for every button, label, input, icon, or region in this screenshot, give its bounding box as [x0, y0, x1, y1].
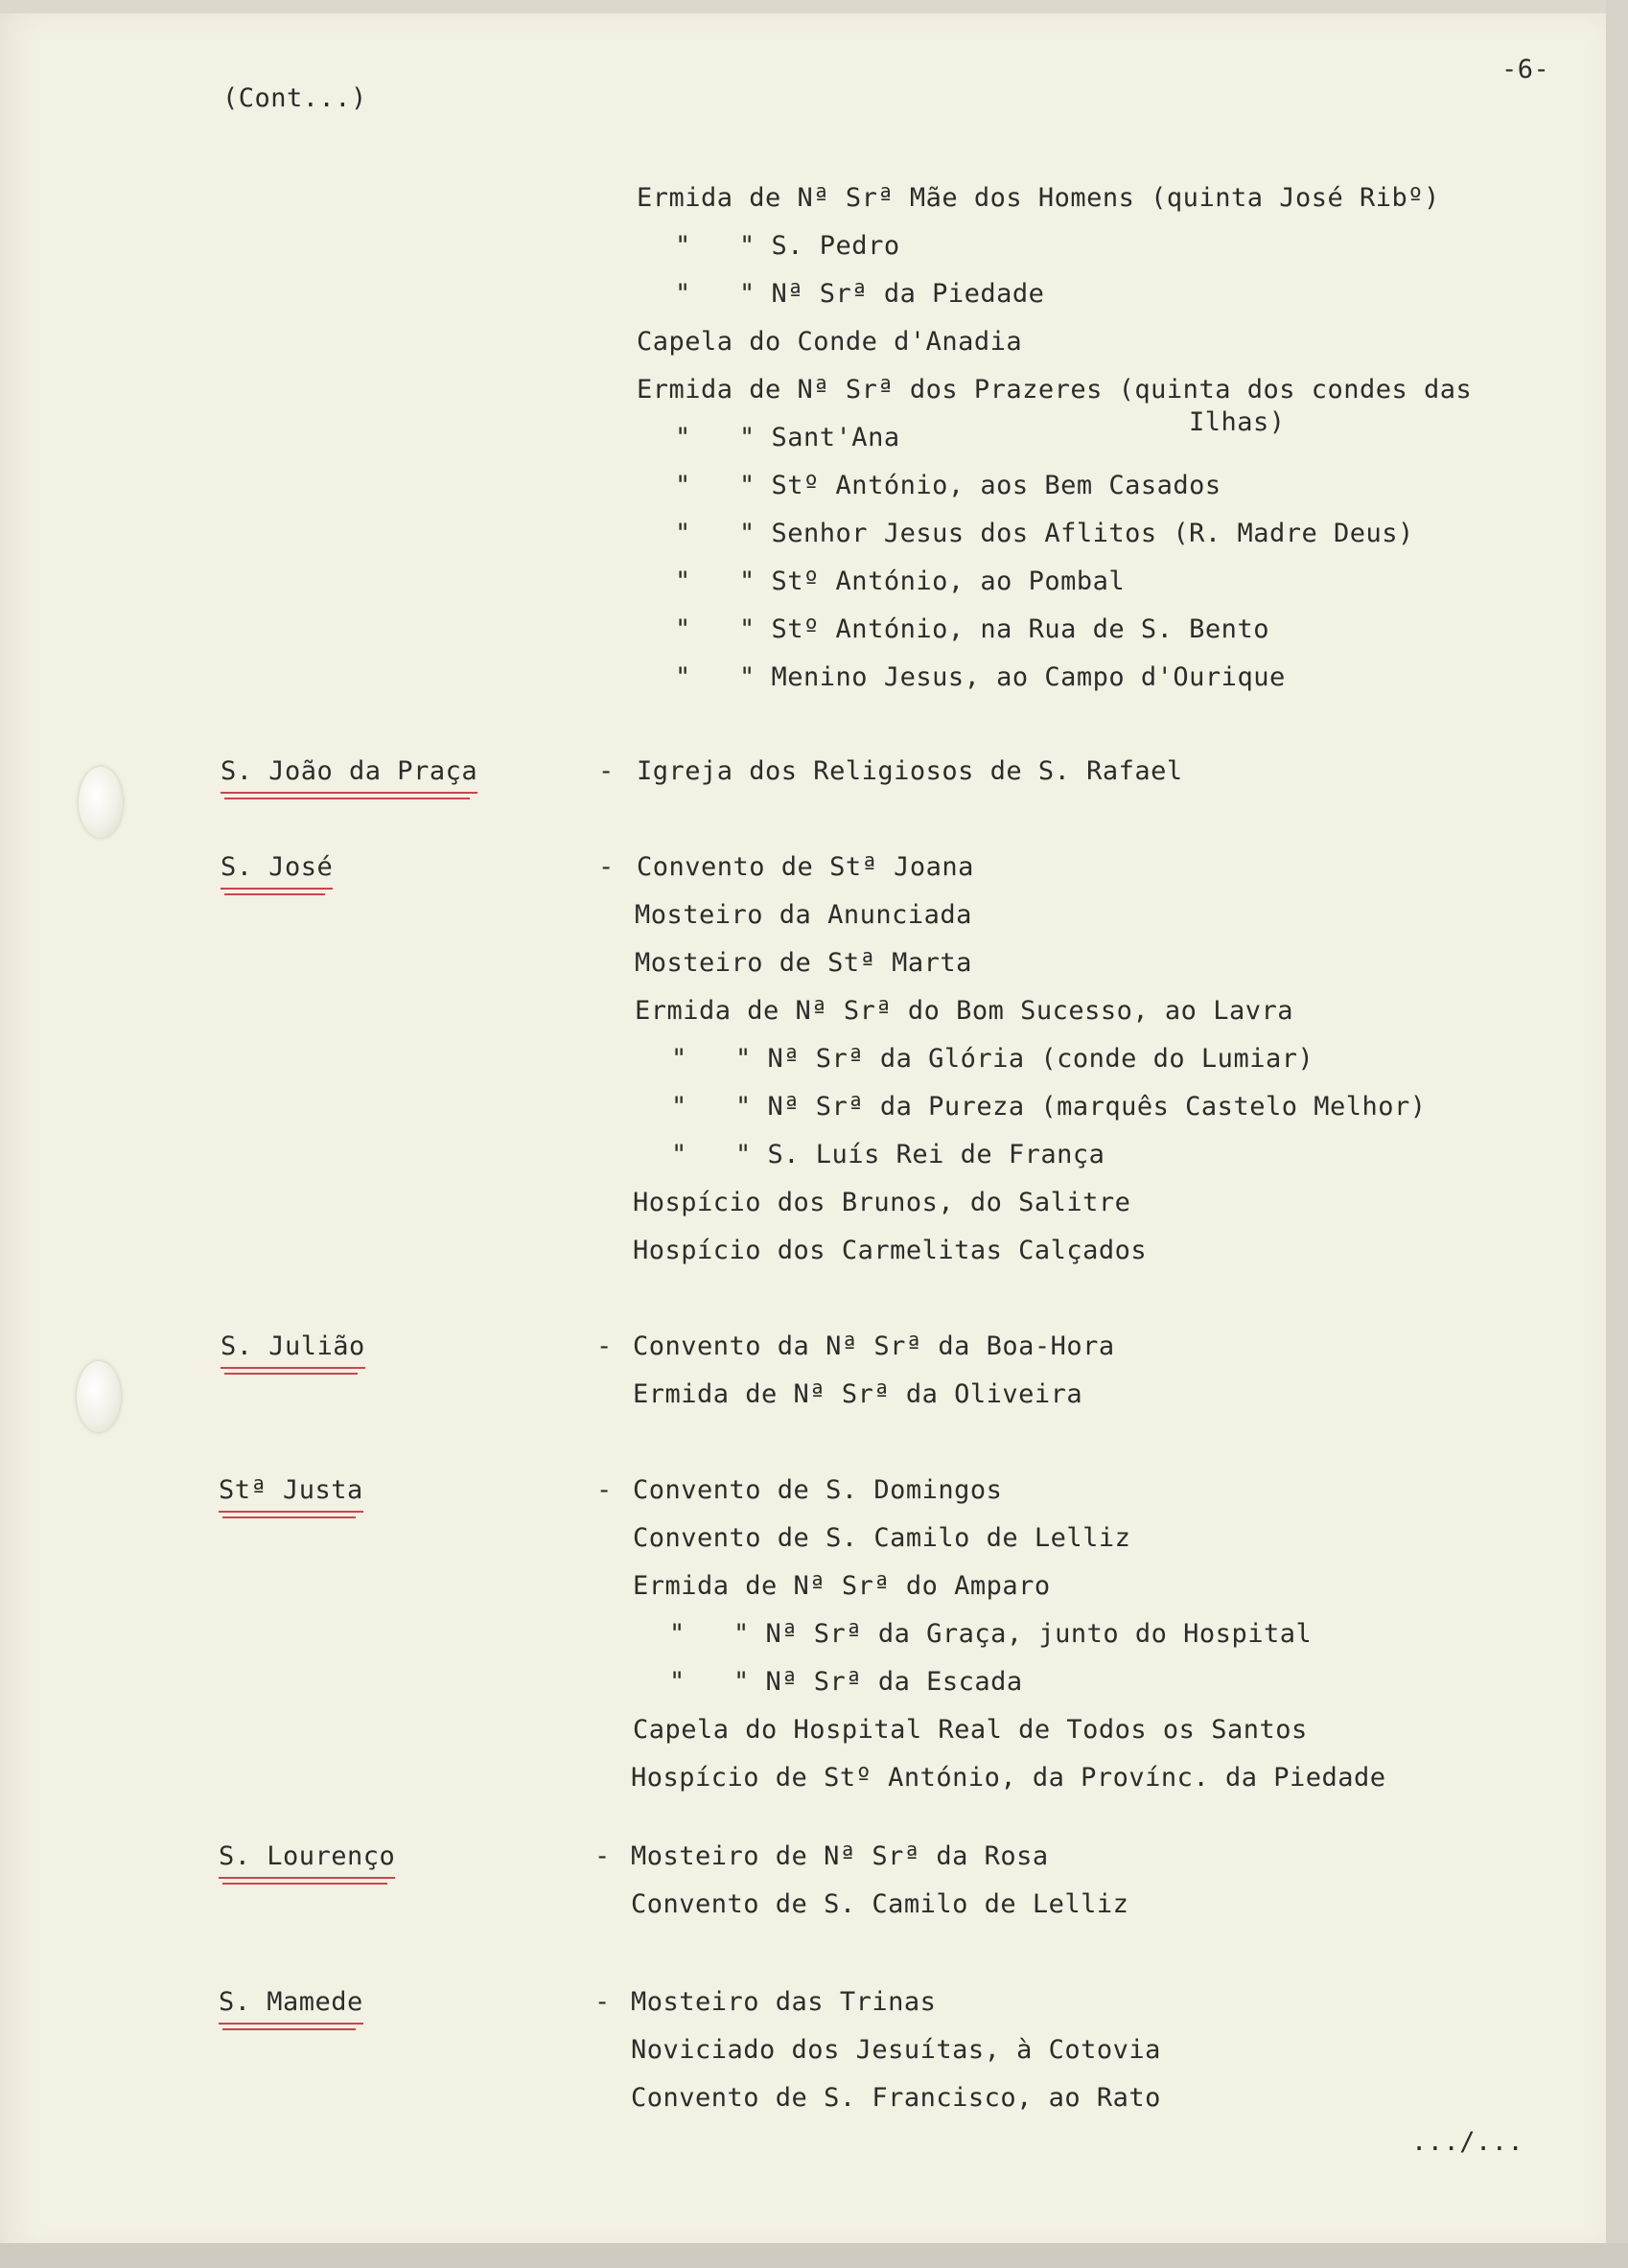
entry-line: Convento de S. Francisco, ao Rato	[631, 2083, 1161, 2113]
page-edge-right	[1606, 0, 1628, 2268]
entry-line: Hospício dos Carmelitas Calçados	[633, 1236, 1148, 1265]
entry-dash: -	[594, 1987, 611, 2017]
entry-dash: -	[598, 852, 615, 882]
entry-line: Convento de S. Domingos	[633, 1475, 1003, 1505]
entry-line: " " Nª Srª da Escada	[669, 1667, 1023, 1697]
continuation-label: (Cont...)	[222, 83, 367, 113]
entry-dash: -	[594, 1841, 611, 1871]
entry-line: Convento de S. Camilo de Lelliz	[631, 1889, 1129, 1919]
entry-line: " " Menino Jesus, ao Campo d'Ourique	[675, 662, 1286, 692]
entry-dash: -	[596, 1475, 613, 1505]
entry-line: Ermida de Nª Srª da Oliveira	[633, 1379, 1083, 1409]
entry-line: Mosteiro da Anunciada	[635, 900, 972, 930]
page-edge-bottom	[0, 2243, 1628, 2268]
entry-dash: -	[598, 756, 615, 786]
entry-line: Ermida de Nª Srª Mãe dos Homens (quinta José Ribº)	[637, 183, 1440, 213]
entry-line: Mosteiro das Trinas	[631, 1987, 937, 2017]
entry-line: Convento de S. Camilo de Lelliz	[633, 1523, 1131, 1553]
entry-line: Convento da Nª Srª da Boa-Hora	[633, 1331, 1115, 1361]
entry-line: " " Stº António, aos Bem Casados	[675, 471, 1221, 500]
entry-line: " " Sant'Ana	[675, 423, 900, 452]
entry-line: " " Stº António, ao Pombal	[675, 567, 1126, 596]
punch-hole-upper	[79, 767, 123, 838]
continued-marker: .../...	[1411, 2127, 1524, 2157]
parish-heading: S. João da Praça	[221, 755, 477, 794]
entry-line: Capela do Conde d'Anadia	[637, 327, 1023, 357]
page-number: -6-	[1501, 55, 1550, 84]
entry-line: " " S. Luís Rei de França	[671, 1140, 1105, 1169]
punch-hole-lower	[77, 1361, 121, 1432]
entry-line: Ermida de Nª Srª dos Prazeres (quinta dos condes das	[637, 375, 1473, 405]
parish-heading: Stª Justa	[219, 1474, 363, 1513]
entry-line: Capela do Hospital Real de Todos os Santos	[633, 1715, 1308, 1745]
entry-line: Convento de Stª Joana	[637, 852, 974, 882]
entry-line: Hospício dos Brunos, do Salitre	[633, 1188, 1131, 1217]
parish-heading: S. José	[221, 851, 333, 890]
entry-line: Mosteiro de Nª Srª da Rosa	[631, 1841, 1049, 1871]
entry-line: " " Nª Srª da Graça, junto do Hospital	[669, 1619, 1313, 1649]
entry-line: " " Nª Srª da Piedade	[675, 279, 1045, 309]
entry-line: " " Nª Srª da Glória (conde do Lumiar)	[671, 1044, 1314, 1074]
entry-line: Noviciado dos Jesuítas, à Cotovia	[631, 2035, 1161, 2065]
page-edge-top	[0, 0, 1628, 13]
entry-line: Mosteiro de Stª Marta	[635, 948, 972, 978]
entry-line: Igreja dos Religiosos de S. Rafael	[637, 756, 1183, 786]
entry-line: " " Nª Srª da Pureza (marquês Castelo Melhor)	[671, 1092, 1427, 1122]
entry-line: " " Senhor Jesus dos Aflitos (R. Madre Deus)	[675, 519, 1414, 548]
entry-dash: -	[596, 1331, 613, 1361]
parish-heading: S. Julião	[221, 1331, 365, 1369]
entry-line: " " Stº António, na Rua de S. Bento	[675, 614, 1269, 644]
entry-line: Hospício de Stº António, da Provínc. da Piedade	[631, 1763, 1386, 1793]
parish-heading: S. Mamede	[219, 1986, 363, 2025]
entry-line-wrap: Ilhas)	[1189, 407, 1286, 437]
entry-line: " " S. Pedro	[675, 231, 900, 261]
entry-line: Ermida de Nª Srª do Amparo	[633, 1571, 1051, 1601]
parish-heading: S. Lourenço	[219, 1840, 395, 1879]
entry-line: Ermida de Nª Srª do Bom Sucesso, ao Lavra	[635, 996, 1293, 1026]
